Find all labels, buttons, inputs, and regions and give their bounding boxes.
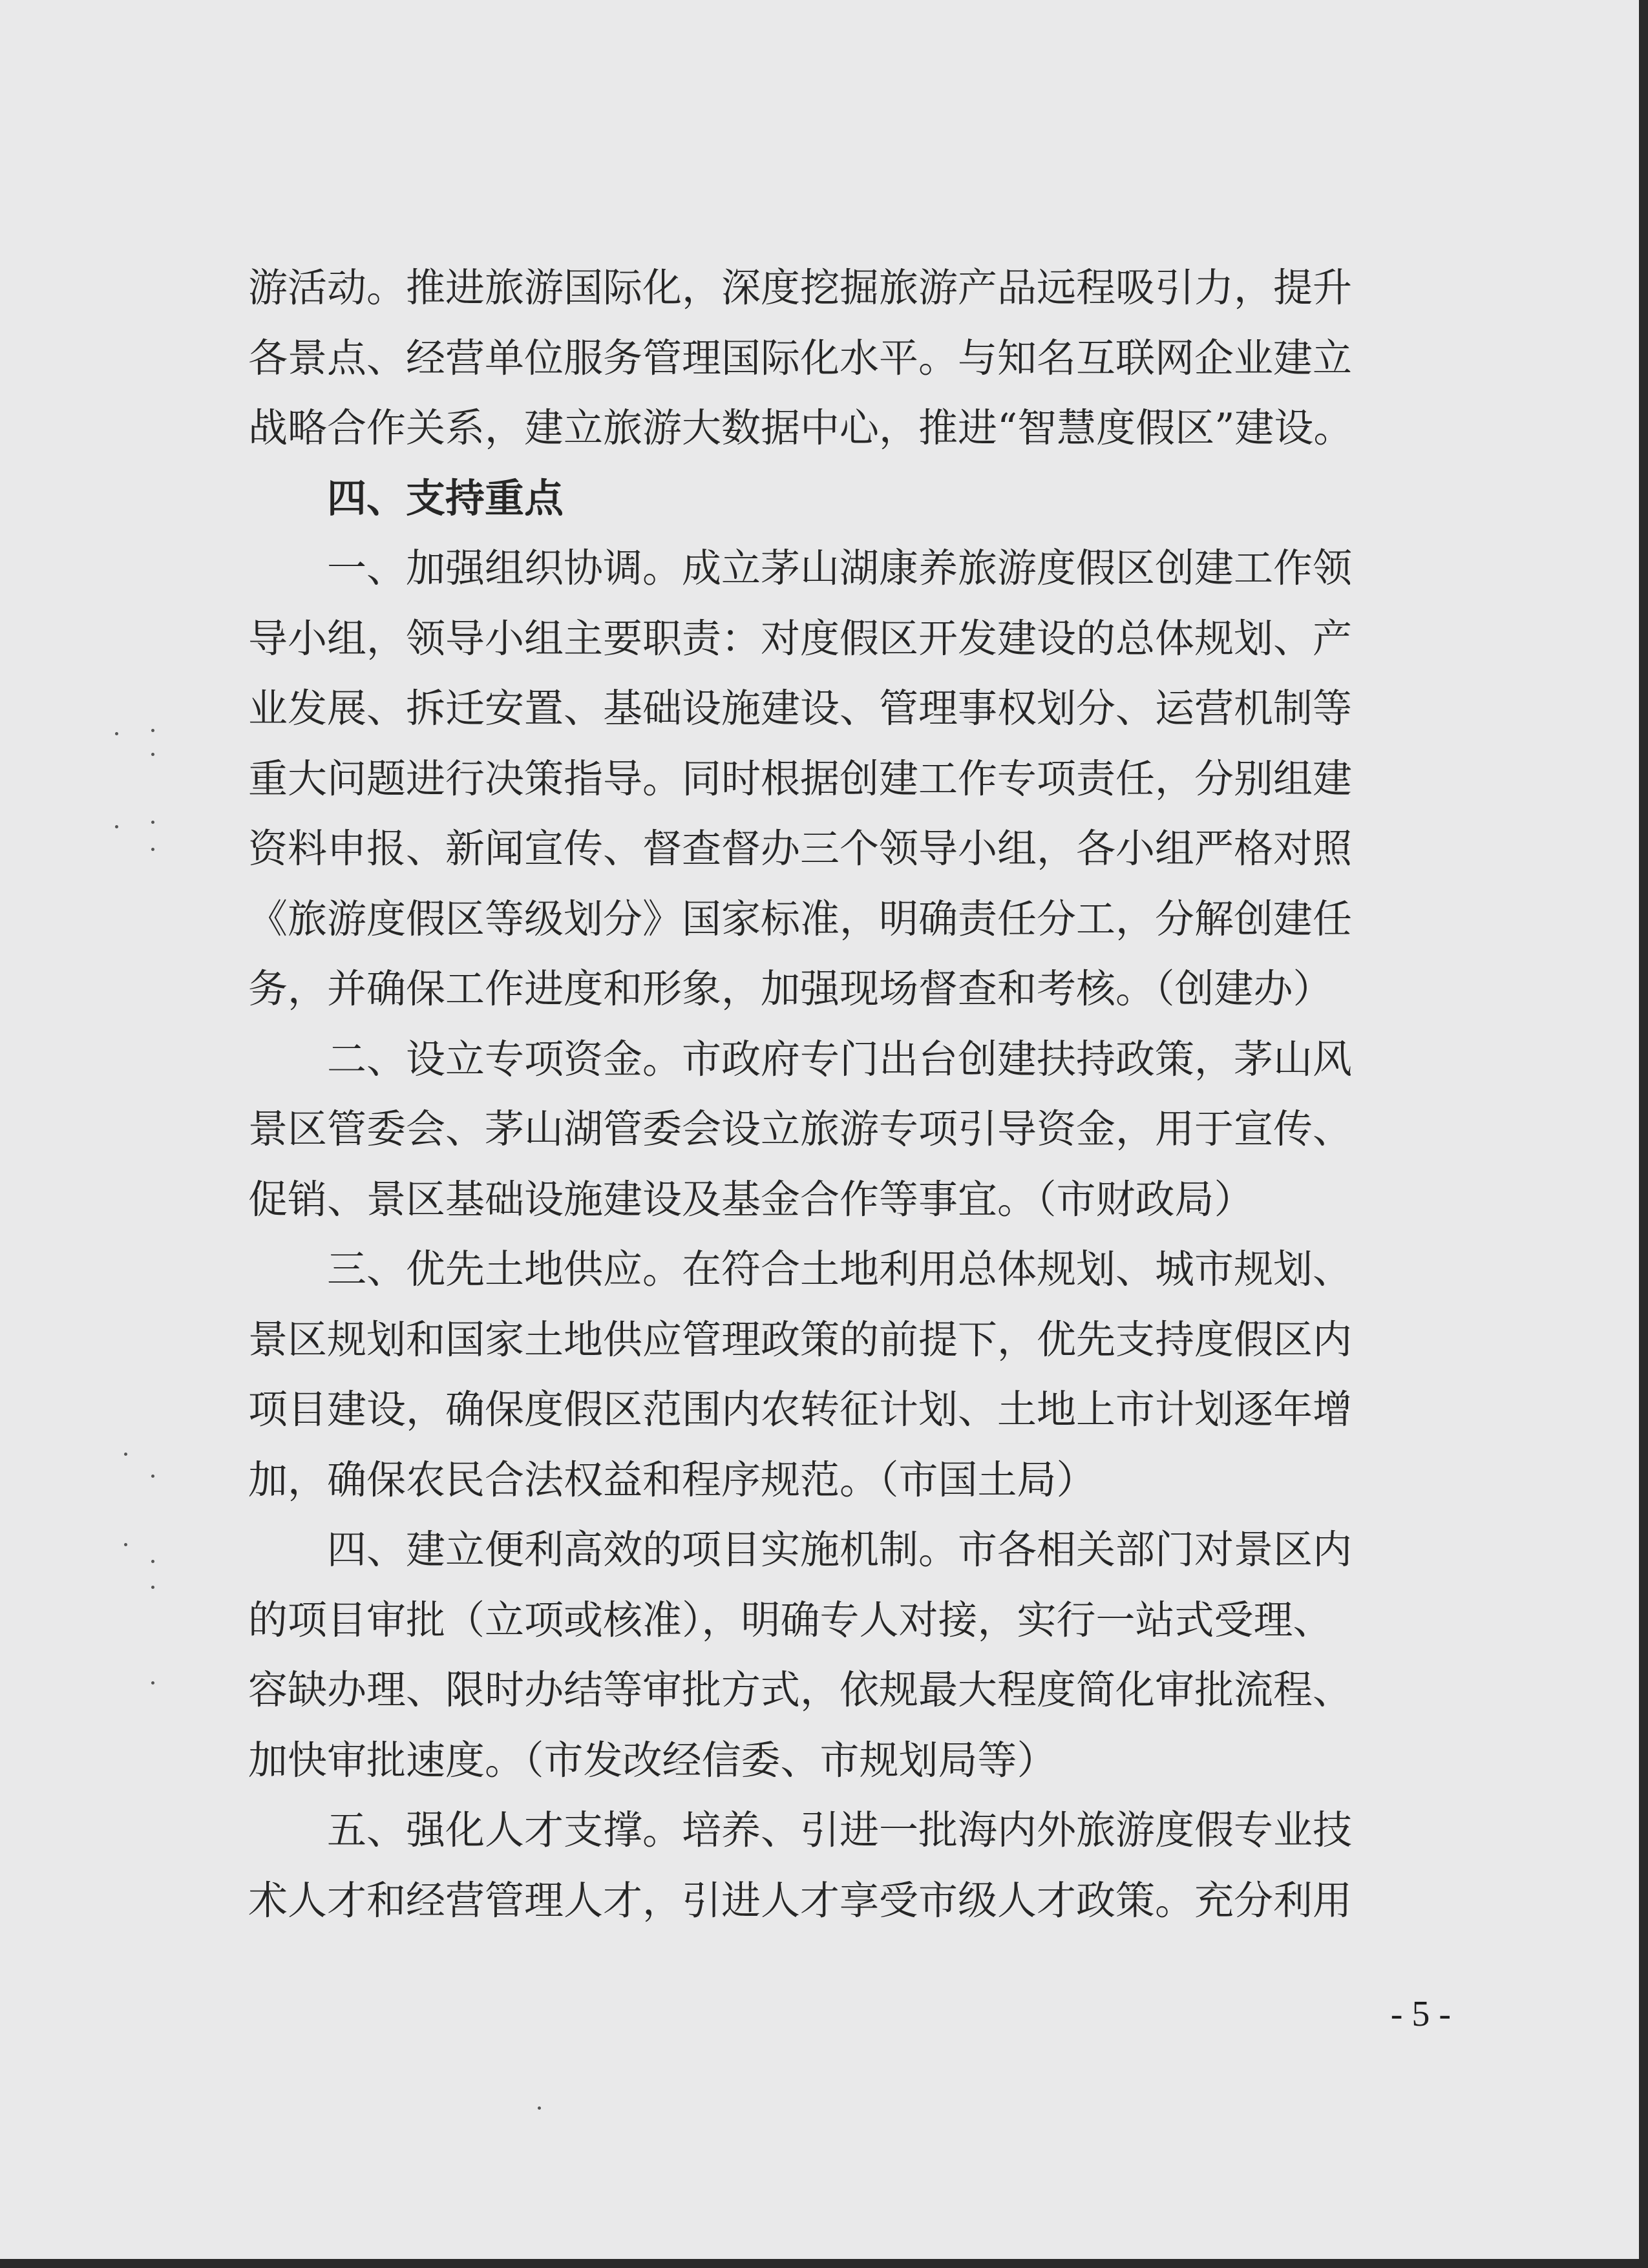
body-line: 项目建设，确保度假区范围内农转征计划、土地上市计划逐年增 <box>248 1387 1353 1433</box>
scan-speck <box>124 1543 127 1546</box>
paragraph-start-line: 四、建立便利高效的项目实施机制。市各相关部门对景区内 <box>327 1527 1353 1573</box>
scan-speck <box>151 753 154 756</box>
scan-speck <box>151 821 154 824</box>
body-line: 景区管委会、茅山湖管委会设立旅游专项引导资金，用于宣传、 <box>248 1106 1353 1152</box>
section-heading: 四、支持重点 <box>327 475 564 521</box>
scan-speck <box>151 848 154 851</box>
scan-speck <box>151 1560 154 1563</box>
body-line: 战略合作关系，建立旅游大数据中心，推进“智慧度假区”建设。 <box>248 405 1353 451</box>
body-line: 加，确保农民合法权益和程序规范。（市国土局） <box>248 1456 1096 1503</box>
scan-speck <box>115 732 118 735</box>
scan-speck <box>151 729 154 732</box>
body-line: 游活动。推进旅游国际化，深度挖掘旅游产品远程吸引力，提升 <box>248 265 1353 311</box>
body-line: 促销、景区基础设施建设及基金合作等事宜。（市财政局） <box>248 1176 1254 1223</box>
body-line: 业发展、拆迁安置、基础设施建设、管理事权划分、运营机制等 <box>248 686 1353 731</box>
scan-speck <box>151 1475 154 1478</box>
scan-speck <box>538 2106 541 2110</box>
scan-edge-right <box>1639 0 1648 2268</box>
body-line: 各景点、经营单位服务管理国际化水平。与知名互联网企业建立 <box>248 335 1353 381</box>
body-line: 的项目审批（立项或核准），明确专人对接，实行一站式受理、 <box>248 1597 1333 1643</box>
body-line: 导小组，领导小组主要职责：对度假区开发建设的总体规划、产 <box>248 615 1353 662</box>
body-line: 重大问题进行决策指导。同时根据创建工作专项责任，分别组建 <box>248 755 1353 802</box>
paragraph-start-line: 二、设立专项资金。市政府专门出台创建扶持政策，茅山风 <box>327 1036 1353 1082</box>
paragraph-start-line: 五、强化人才支撑。培养、引进一批海内外旅游度假专业技 <box>327 1807 1353 1853</box>
page-number: - 5 - <box>1390 1994 1451 2034</box>
body-line: 资料申报、新闻宣传、督查督办三个领导小组，各小组严格对照 <box>248 826 1353 872</box>
body-line: 加快审批速度。（市发改经信委、市规划局等） <box>248 1737 1057 1783</box>
body-line: 务，并确保工作进度和形象，加强现场督查和考核。（创建办） <box>248 966 1333 1012</box>
paragraph-start-line: 一、加强组织协调。成立茅山湖康养旅游度假区创建工作领 <box>327 545 1353 591</box>
scan-speck <box>151 1586 154 1589</box>
scan-speck <box>115 825 118 828</box>
scan-speck <box>124 1453 127 1456</box>
body-line: 景区规划和国家土地供应管理政策的前提下，优先支持度假区内 <box>248 1316 1353 1363</box>
scan-speck <box>151 1681 154 1685</box>
paragraph-start-line: 三、优先土地供应。在符合土地利用总体规划、城市规划、 <box>327 1246 1353 1292</box>
document-body <box>248 253 1444 1936</box>
body-line: 术人才和经营管理人才，引进人才享受市级人才政策。充分利用 <box>248 1877 1353 1924</box>
scan-edge-bottom <box>0 2259 1648 2268</box>
body-line: 容缺办理、限时办结等审批方式，依规最大程度简化审批流程、 <box>248 1667 1353 1713</box>
body-line: 《旅游度假区等级划分》国家标准，明确责任分工，分解创建任 <box>248 896 1353 942</box>
